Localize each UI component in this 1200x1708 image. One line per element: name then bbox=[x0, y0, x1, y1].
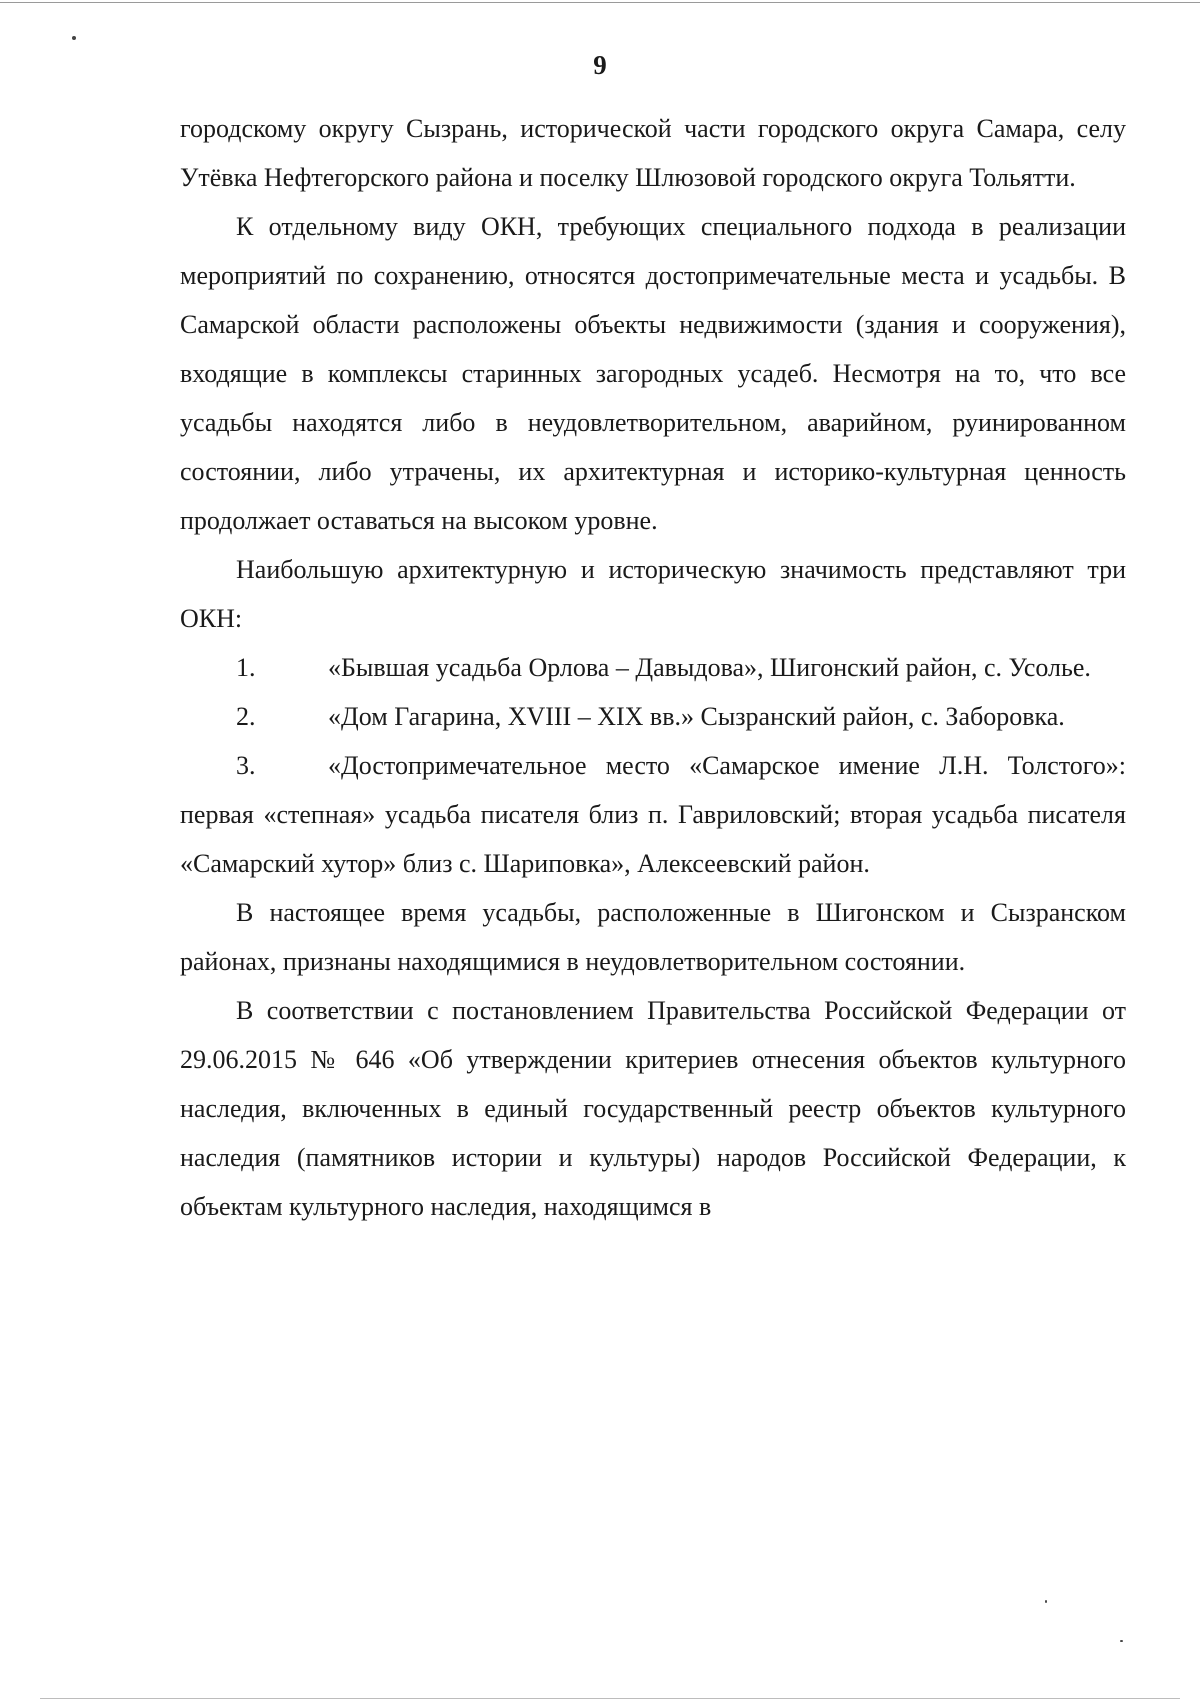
paragraph-estates: К отдельному виду ОКН, требующих специального подхода в реализации мероприятий по сохранению, относятся достопримечательные места и усадьбы. В Самарской области расположены объекты недвижимости (здания и сооружения), входящие в комплексы старинных загородных усадеб. Несмотря на то, что все усадьбы находятся либо в неудовлетворительном, аварийном, руинированном состоянии, либо утрачены, их архитектурная и историко-культурная ценность продолжает оставаться на высоком уровне. bbox=[180, 212, 1126, 535]
list-item-number: 2. bbox=[236, 702, 256, 731]
scan-speck bbox=[1045, 1600, 1047, 1603]
document-body bbox=[180, 104, 1126, 1231]
paragraph-continuation: городскому округу Сызрань, исторической части городского округа Самара, селу Утёвка Нефтегорского района и поселку Шлюзовой городского округа Тольятти. bbox=[180, 114, 1126, 192]
scan-top-edge bbox=[0, 2, 1200, 3]
page-number: 9 bbox=[593, 50, 607, 80]
list-item bbox=[180, 643, 1126, 692]
scan-speck bbox=[1120, 1640, 1123, 1642]
list-item-text: «Достопримечательное место «Самарское имение Л.Н. Толстого»: первая «степная» усадьба писателя близ п. Гавриловский; вторая усадьба писателя «Самарский хутор» близ с. Шариповка», Алексеевский район. bbox=[180, 751, 1126, 878]
list-item bbox=[180, 741, 1126, 888]
list-item-text: «Бывшая усадьба Орлова – Давыдова», Шигонский район, с. Усолье. bbox=[328, 653, 1091, 682]
scan-bottom-edge bbox=[40, 1698, 1180, 1699]
list-item bbox=[180, 692, 1126, 741]
list-item-number: 1. bbox=[236, 653, 256, 682]
paragraph-significance: Наибольшую архитектурную и историческую значимость представляют три ОКН: bbox=[180, 555, 1126, 633]
paragraph-regulation: В соответствии с постановлением Правительства Российской Федерации от 29.06.2015 № 646 «Об утверждении критериев отнесения объектов культурного наследия, включенных в единый государственный реестр объектов культурного наследия (памятников истории и культуры) народов Российской Федерации, к объектам культурного наследия, находящимся в bbox=[180, 996, 1126, 1221]
paragraph-condition: В настоящее время усадьбы, расположенные в Шигонском и Сызранском районах, признаны находящимися в неудовлетворительном состоянии. bbox=[180, 898, 1126, 976]
scan-speck bbox=[72, 36, 76, 40]
list-item-text: «Дом Гагарина, XVIII – XIX вв.» Сызранский район, с. Заборовка. bbox=[328, 702, 1065, 731]
list-item-number: 3. bbox=[236, 751, 256, 780]
